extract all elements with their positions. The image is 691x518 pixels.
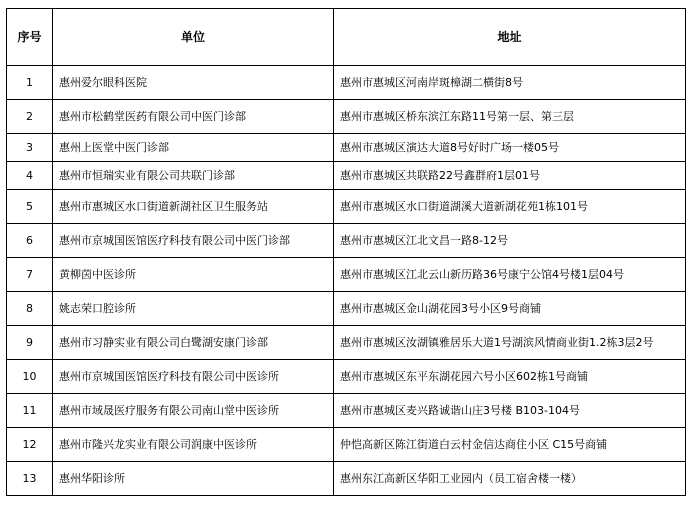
table-row [7,428,686,462]
header-unit: 单位 [53,9,334,66]
row-number: 9 [7,326,53,360]
row-number: 8 [7,292,53,326]
row-unit: 惠州市松鹤堂医药有限公司中医门诊部 [53,100,334,134]
table-row [7,394,686,428]
table-row [7,134,686,162]
table-row [7,162,686,190]
row-number: 6 [7,224,53,258]
row-address: 惠州市惠城区麦兴路诚谐山庄3号楼 B103-104号 [334,394,686,428]
row-unit: 惠州市京城国医馆医疗科技有限公司中医诊所 [53,360,334,394]
row-unit: 惠州市恒瑞实业有限公司共联门诊部 [53,162,334,190]
row-address: 惠州市惠城区江北云山新历路36号康宁公馆4号楼1层04号 [334,258,686,292]
table-row [7,326,686,360]
table-row [7,462,686,496]
row-number: 13 [7,462,53,496]
row-address: 惠州市惠城区东平东湖花园六号小区602栋1号商铺 [334,360,686,394]
row-number: 10 [7,360,53,394]
row-number: 12 [7,428,53,462]
table-row [7,66,686,100]
row-unit: 惠州市习静实业有限公司白鹭湖安康门诊部 [53,326,334,360]
row-address: 惠州市惠城区金山湖花园3号小区9号商铺 [334,292,686,326]
row-unit: 惠州市京城国医馆医疗科技有限公司中医门诊部 [53,224,334,258]
row-number: 3 [7,134,53,162]
clinic-table-container [6,8,685,496]
table-row [7,224,686,258]
row-unit: 惠州市惠城区水口街道新湖社区卫生服务站 [53,190,334,224]
row-number: 2 [7,100,53,134]
row-number: 4 [7,162,53,190]
table-row [7,258,686,292]
row-unit: 惠州市域晟医疗服务有限公司南山堂中医诊所 [53,394,334,428]
row-address: 惠州东江高新区华阳工业园内（员工宿舍楼一楼） [334,462,686,496]
row-address: 惠州市惠城区水口街道湖溪大道新湖花苑1栋101号 [334,190,686,224]
row-unit: 惠州华阳诊所 [53,462,334,496]
row-address: 惠州市惠城区桥东滨江东路11号第一层、第三层 [334,100,686,134]
table-row [7,360,686,394]
row-address: 惠州市惠城区江北文昌一路8-12号 [334,224,686,258]
table-row [7,100,686,134]
header-serial-number: 序号 [7,9,53,66]
row-number: 5 [7,190,53,224]
row-address: 仲恺高新区陈江街道白云村金信达商住小区 C15号商铺 [334,428,686,462]
row-number: 1 [7,66,53,100]
row-number: 11 [7,394,53,428]
row-unit: 黄柳茵中医诊所 [53,258,334,292]
row-number: 7 [7,258,53,292]
row-address: 惠州市惠城区共联路22号鑫群府1层01号 [334,162,686,190]
clinic-table [6,8,686,496]
row-unit: 惠州爱尔眼科医院 [53,66,334,100]
row-address: 惠州市惠城区河南岸斑樟湖二横街8号 [334,66,686,100]
table-row [7,190,686,224]
row-address: 惠州市惠城区汝湖镇雅居乐大道1号湖滨风情商业街1.2栋3层2号 [334,326,686,360]
table-row [7,292,686,326]
row-unit: 惠州上医堂中医门诊部 [53,134,334,162]
row-unit: 姚志荣口腔诊所 [53,292,334,326]
header-address: 地址 [334,9,686,66]
table-header-row [7,9,686,66]
row-unit: 惠州市隆兴龙实业有限公司润康中医诊所 [53,428,334,462]
row-address: 惠州市惠城区演达大道8号好时广场一楼05号 [334,134,686,162]
